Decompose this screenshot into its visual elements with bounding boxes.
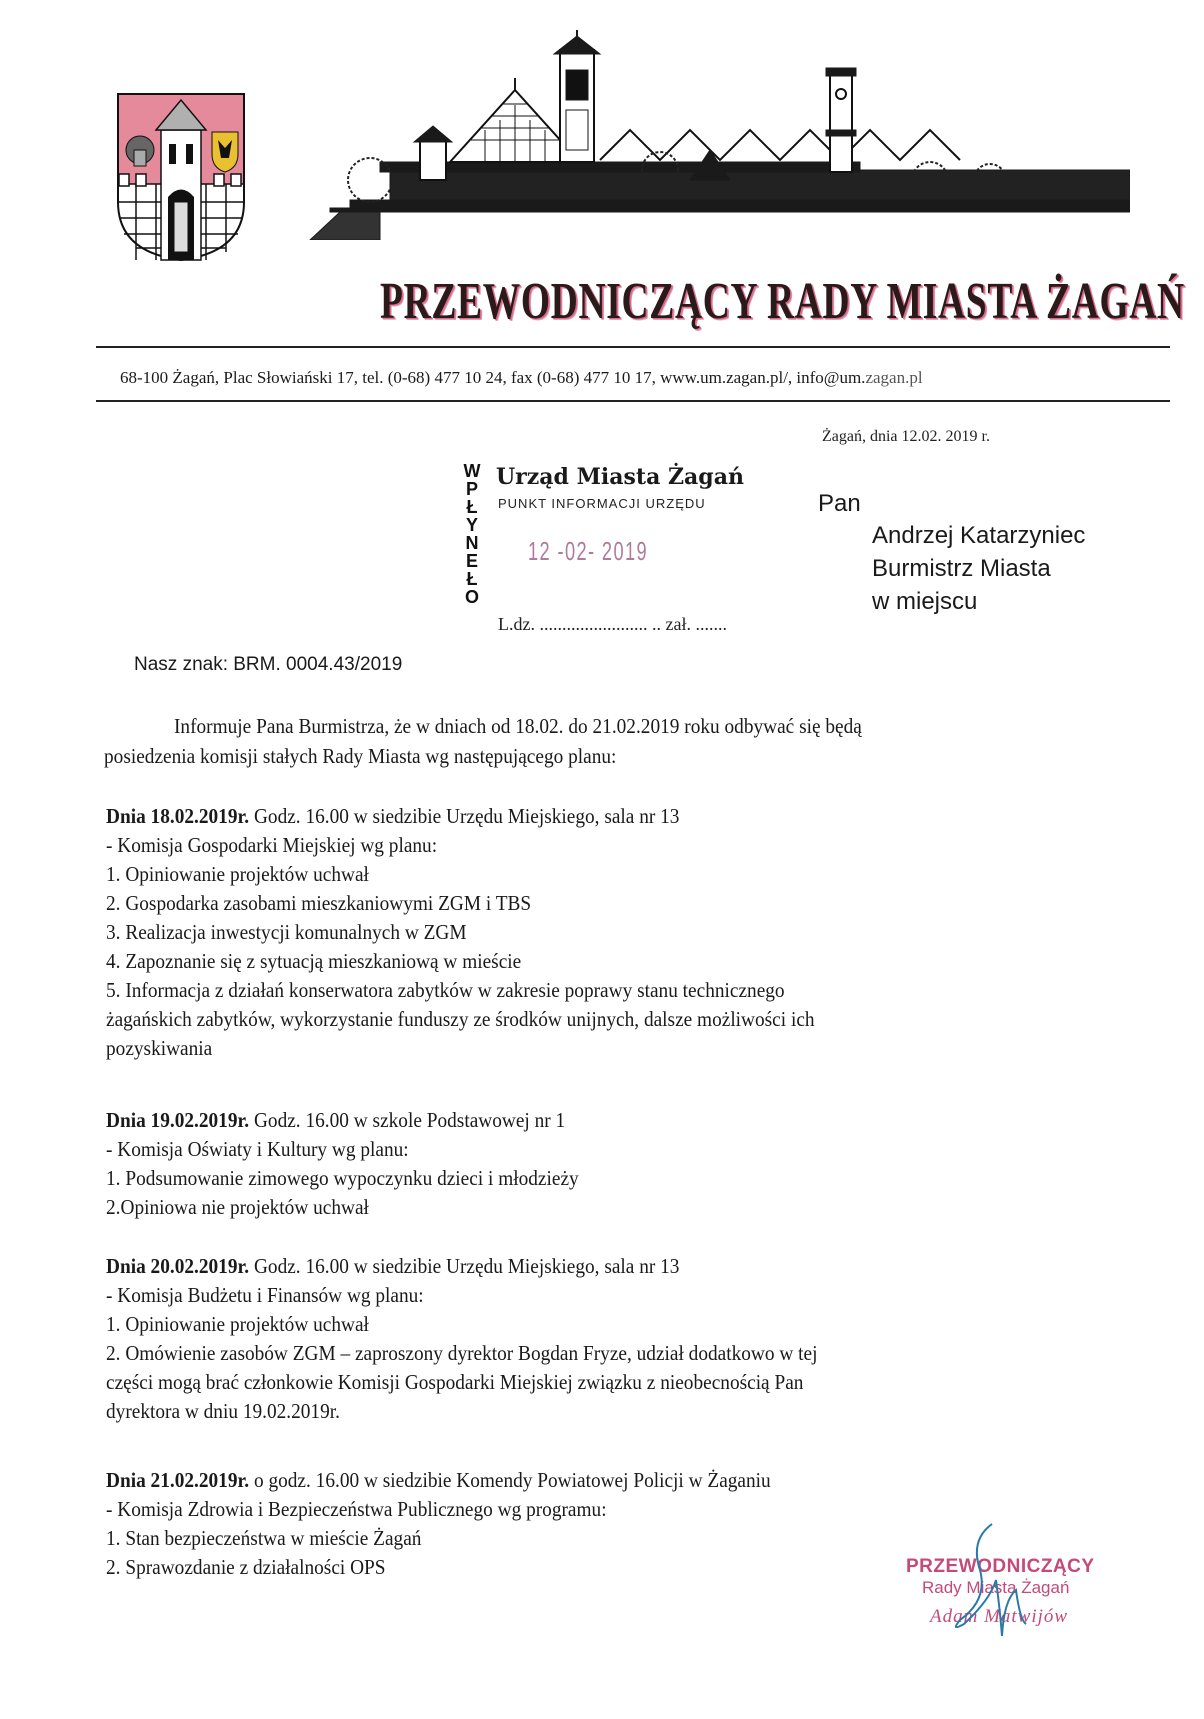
letter-date: Żagań, dnia 12.02. 2019 r. (822, 428, 990, 445)
stamp-letter: O (464, 587, 479, 607)
reference-number: Nasz znak: BRM. 0004.43/2019 (134, 654, 403, 675)
session-committee: - Komisja Gospodarki Miejskiej wg planu: (106, 833, 438, 857)
session-header (106, 1106, 1026, 1135)
received-stamp-title: Urząd Miasta Żagań (496, 464, 744, 490)
agenda-item-continued: części mogą brać członkowie Komisji Gospodarki Miejskiej związku z nieobecnością Pan (106, 1370, 804, 1394)
addressee-name: Andrzej Katarzyniec (872, 522, 1086, 549)
session-block (106, 802, 1026, 1063)
letterhead-contact (120, 368, 923, 388)
agenda-item: 1. Podsumowanie zimowego wypoczynku dzieci i młodzieży (106, 1166, 579, 1190)
signature-stamp-title: PRZEWODNICZĄCY (906, 1556, 1095, 1577)
session-date: Dnia 18.02.2019r. (106, 804, 250, 828)
stamp-letter: N (465, 533, 479, 553)
agenda-item-continued: pozyskiwania (106, 1036, 213, 1060)
stamp-letter: Y (465, 515, 478, 535)
addressee-salutation: Pan (818, 490, 861, 517)
agenda-item: 1. Stan bezpieczeństwa w mieście Żagań (106, 1526, 422, 1550)
contact-domain: zagan.pl (865, 368, 923, 387)
coat-of-arms-icon (116, 92, 246, 262)
agenda-item-continued: żagańskich zabytków, wykorzystanie funduszy ze środków unijnych, dalsze możliwości ich (106, 1007, 815, 1031)
stamp-letter: P (465, 479, 478, 499)
session-details: Godz. 16.00 w siedzibie Urzędu Miejskiego, sala nr 13 (249, 1254, 680, 1278)
session-date: Dnia 21.02.2019r. (106, 1468, 250, 1492)
agenda-item: 2.Opiniowa nie projektów uchwał (106, 1195, 369, 1219)
contact-text: 68-100 Żagań, Plac Słowiański 17, tel. (0-68) 477 10 24, fax (0-68) 477 10 17, www.um.zagan.pl/, info@um. (120, 368, 866, 387)
session-header (106, 1252, 1026, 1281)
session-header (106, 802, 1026, 831)
session-date: Dnia 19.02.2019r. (106, 1108, 250, 1132)
session-committee: - Komisja Oświaty i Kultury wg planu: (106, 1137, 409, 1161)
received-stamp-date: 12 -02- 2019 (528, 536, 649, 566)
session-block (106, 1252, 1026, 1426)
stamp-letter: E (465, 551, 478, 571)
signature-stamp-name: Adam Matwijów (930, 1606, 1069, 1627)
session-block (106, 1466, 1026, 1582)
session-block (106, 1106, 1026, 1222)
agenda-item: 2. Omówienie zasobów ZGM – zaproszony dyrektor Bogdan Fryze, udział dodatkowo w tej (106, 1341, 818, 1365)
city-skyline-illustration-icon (270, 30, 1130, 240)
agenda-item: 1. Opiniowanie projektów uchwał (106, 862, 369, 886)
session-committee: - Komisja Zdrowia i Bezpieczeństwa Publicznego wg programu: (106, 1497, 607, 1521)
handwritten-signature-icon (930, 1520, 1040, 1640)
stamp-letter: Ł (466, 569, 478, 589)
agenda-item: 2. Sprawozdanie z działalności OPS (106, 1555, 386, 1579)
intro-line-1: Informuje Pana Burmistrza, że w dniach od 18.02. do 21.02.2019 roku odbywać się będą (174, 714, 862, 738)
contact-divider (96, 400, 1170, 402)
addressee-location: w miejscu (872, 588, 978, 615)
received-stamp-subtitle: PUNKT INFORMACJI URZĘDU (498, 496, 706, 511)
agenda-item: 5. Informacja z działań konserwatora zabytków w zakresie poprawy stanu technicznego (106, 978, 785, 1002)
stamp-letter: Ł (466, 497, 478, 517)
received-stamp-vertical-label (462, 462, 482, 606)
signature-stamp-subtitle: Rady Miasta Żagań (922, 1578, 1070, 1597)
intro-line-2: posiedzenia komisji stałych Rady Miasta wg następującego planu: (104, 744, 617, 768)
addressee-position: Burmistrz Miasta (872, 555, 1051, 582)
session-details: o godz. 16.00 w siedzibie Komendy Powiatowej Policji w Żaganiu (249, 1468, 771, 1492)
session-details: Godz. 16.00 w siedzibie Urzędu Miejskiego, sala nr 13 (249, 804, 680, 828)
session-committee: - Komisja Budżetu i Finansów wg planu: (106, 1283, 424, 1307)
header-divider (96, 346, 1170, 348)
agenda-item: 3. Realizacja inwestycji komunalnych w ZGM (106, 920, 467, 944)
agenda-item-continued: dyrektora w dniu 19.02.2019r. (106, 1399, 340, 1423)
session-header (106, 1466, 1026, 1495)
stamp-letter: W (463, 461, 481, 481)
session-details: Godz. 16.00 w szkole Podstawowej nr 1 (249, 1108, 566, 1132)
received-stamp-ldz: L.dz. ........................ .. zał. ....... (498, 614, 727, 634)
agenda-item: 1. Opiniowanie projektów uchwał (106, 1312, 369, 1336)
agenda-item: 4. Zapoznanie się z sytuacją mieszkaniową w mieście (106, 949, 522, 973)
session-date: Dnia 20.02.2019r. (106, 1254, 250, 1278)
agenda-item: 2. Gospodarka zasobami mieszkaniowymi ZGM i TBS (106, 891, 532, 915)
letterhead-title: PRZEWODNICZĄCY RADY MIASTA ŻAGAŃ (380, 273, 1185, 330)
